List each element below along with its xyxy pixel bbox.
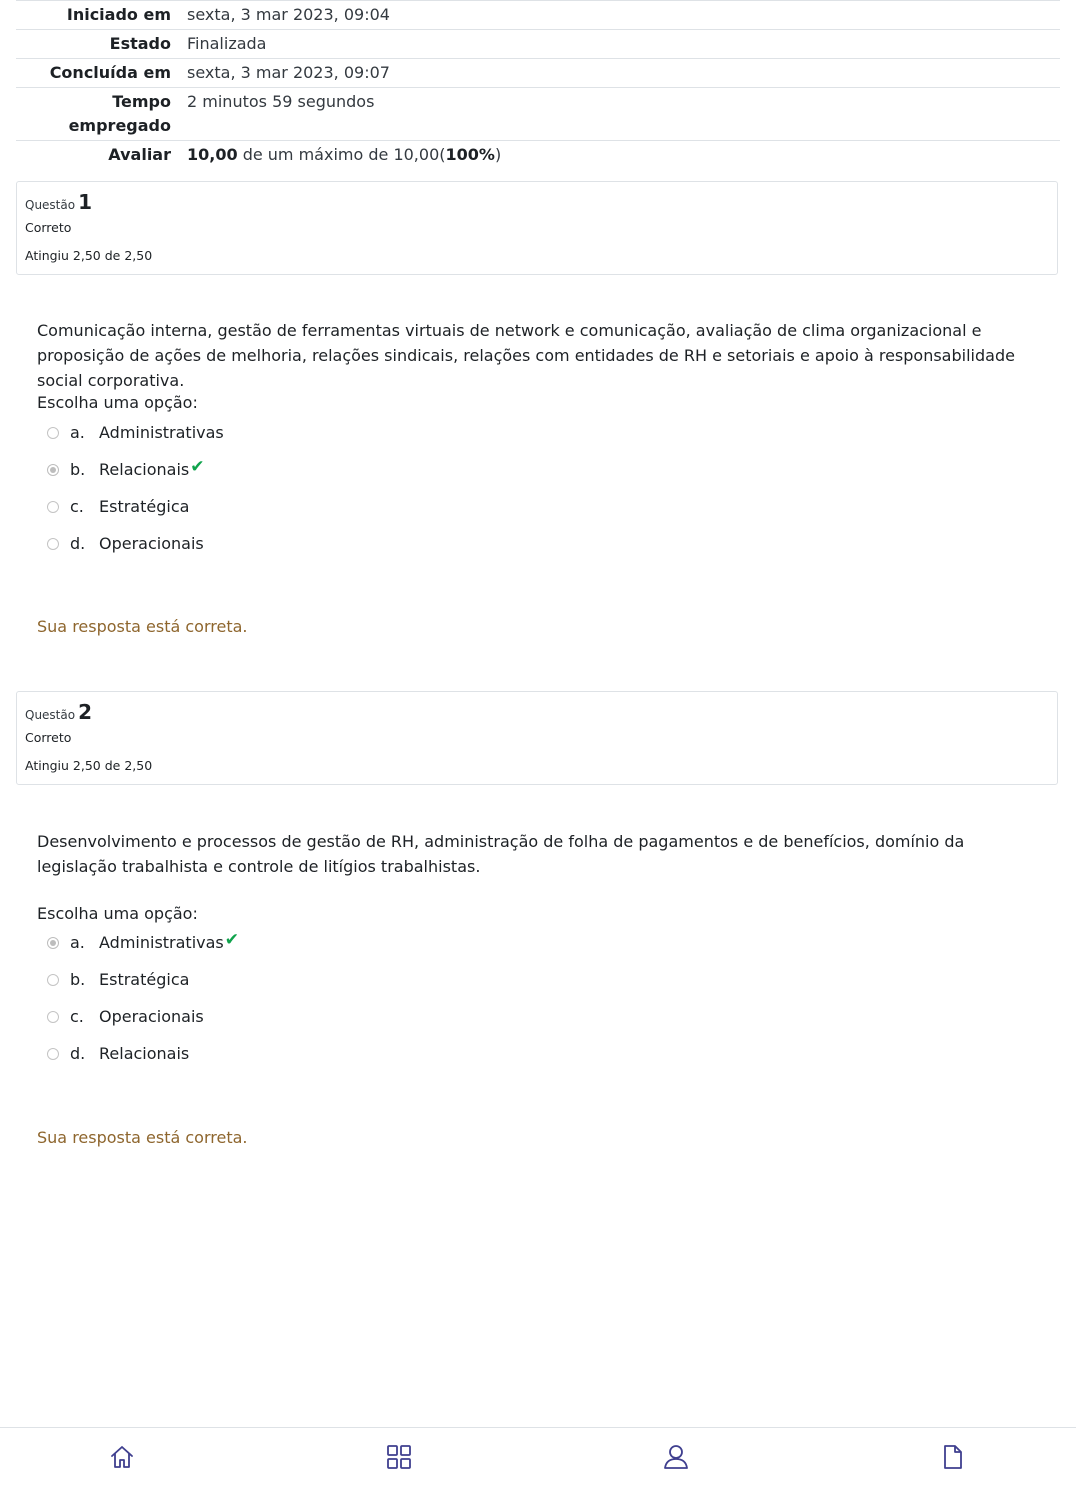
summary-label: Concluída em <box>49 63 171 82</box>
correct-check-icon: ✔ <box>190 456 205 477</box>
grade-percent: 100% <box>445 145 495 164</box>
question-1-feedback: Sua resposta está correta. <box>37 617 248 636</box>
question-label: Questão <box>25 708 76 722</box>
question-1-info <box>16 181 1058 275</box>
option-label: Administrativas <box>99 423 224 442</box>
radio-button[interactable] <box>47 427 59 439</box>
grade-middle: de um máximo de 10,00( <box>237 145 446 164</box>
option-label: Relacionais <box>99 1044 190 1063</box>
answer-option-a[interactable] <box>47 414 224 451</box>
question-1-answer <box>47 414 224 562</box>
option-letter: b. <box>70 970 86 989</box>
grid-icon <box>384 1442 414 1472</box>
document-icon <box>938 1442 968 1472</box>
summary-value: sexta, 3 mar 2023, 09:04 <box>187 5 390 24</box>
answer-option-c[interactable] <box>47 998 239 1035</box>
summary-value: 2 minutos 59 segundos <box>187 92 375 111</box>
summary-value <box>187 141 1060 169</box>
question-2-text: Desenvolvimento e processos de gestão de RH, administração de folha de pagamentos e de benefícios, domínio da legislação trabalhista e controle de litígios trabalhistas. <box>37 832 965 876</box>
summary-label: Iniciado em <box>66 5 171 24</box>
profile-button[interactable] <box>661 1442 691 1472</box>
summary-value: Finalizada <box>187 34 267 53</box>
radio-button[interactable] <box>47 974 59 986</box>
question-label: Questão <box>25 198 76 212</box>
answer-option-d[interactable] <box>47 525 224 562</box>
summary-row-state <box>16 30 1060 59</box>
answer-option-b[interactable] <box>47 451 224 488</box>
question-number-value: 1 <box>78 190 93 214</box>
option-letter: a. <box>70 423 85 442</box>
option-letter: d. <box>70 1044 86 1063</box>
question-grade: Atingiu 2,50 de 2,50 <box>25 248 153 263</box>
radio-button[interactable] <box>47 538 59 550</box>
summary-row-completed <box>16 59 1060 88</box>
question-state: Correto <box>25 220 72 235</box>
option-letter: c. <box>70 1007 84 1026</box>
option-label: Relacionais <box>99 460 190 479</box>
radio-button[interactable] <box>47 1048 59 1060</box>
time-label-line1: Tempo <box>112 92 171 111</box>
home-icon <box>107 1442 137 1472</box>
radio-button-selected[interactable] <box>47 937 59 949</box>
question-grade: Atingiu 2,50 de 2,50 <box>25 758 153 773</box>
question-2-answer <box>47 924 239 1072</box>
option-label: Estratégica <box>99 497 190 516</box>
question-state: Correto <box>25 730 72 745</box>
home-button[interactable] <box>107 1442 137 1472</box>
question-2-feedback: Sua resposta está correta. <box>37 1128 248 1147</box>
option-letter: b. <box>70 460 86 479</box>
dashboard-button[interactable] <box>384 1442 414 1472</box>
option-label: Administrativas <box>99 933 224 952</box>
answer-option-d[interactable] <box>47 1035 239 1072</box>
summary-label <box>16 88 187 140</box>
question-2-prompt: Escolha uma opção: <box>37 904 198 923</box>
question-1-prompt: Escolha uma opção: <box>37 393 198 412</box>
answer-option-b[interactable] <box>47 961 239 998</box>
summary-value: sexta, 3 mar 2023, 09:07 <box>187 63 390 82</box>
summary-row-started <box>16 1 1060 30</box>
grade-score: 10,00 <box>187 145 238 164</box>
radio-button[interactable] <box>47 501 59 513</box>
summary-label: Avaliar <box>108 145 171 164</box>
summary-row-grade <box>16 141 1060 169</box>
question-number-value: 2 <box>78 700 93 724</box>
grade-end: ) <box>494 145 502 164</box>
user-icon <box>661 1442 691 1472</box>
radio-button[interactable] <box>47 1011 59 1023</box>
radio-button-selected[interactable] <box>47 464 59 476</box>
option-letter: a. <box>70 933 85 952</box>
documents-button[interactable] <box>938 1442 968 1472</box>
question-number <box>25 190 92 214</box>
summary-label: Estado <box>109 34 171 53</box>
option-label: Operacionais <box>99 534 204 553</box>
correct-check-icon: ✔ <box>224 929 240 950</box>
time-label-line2: empregado <box>68 116 171 135</box>
bottom-navigation-bar <box>0 1427 1076 1491</box>
question-number <box>25 700 92 724</box>
question-1-text: Comunicação interna, gestão de ferramentas virtuais de network e comunicação, avaliação de clima organizacional e proposição de ações de melhoria, relações sindicais, relações com entidades de RH e setoriais e apoio à responsabilidade social corporativa. <box>37 321 1015 390</box>
answer-option-a[interactable] <box>47 924 239 961</box>
option-label: Estratégica <box>99 970 190 989</box>
option-label: Operacionais <box>99 1007 204 1026</box>
option-letter: c. <box>70 497 84 516</box>
answer-option-c[interactable] <box>47 488 224 525</box>
attempt-summary-table <box>16 0 1060 169</box>
option-letter: d. <box>70 534 86 553</box>
summary-row-time <box>16 88 1060 141</box>
question-2-info <box>16 691 1058 785</box>
